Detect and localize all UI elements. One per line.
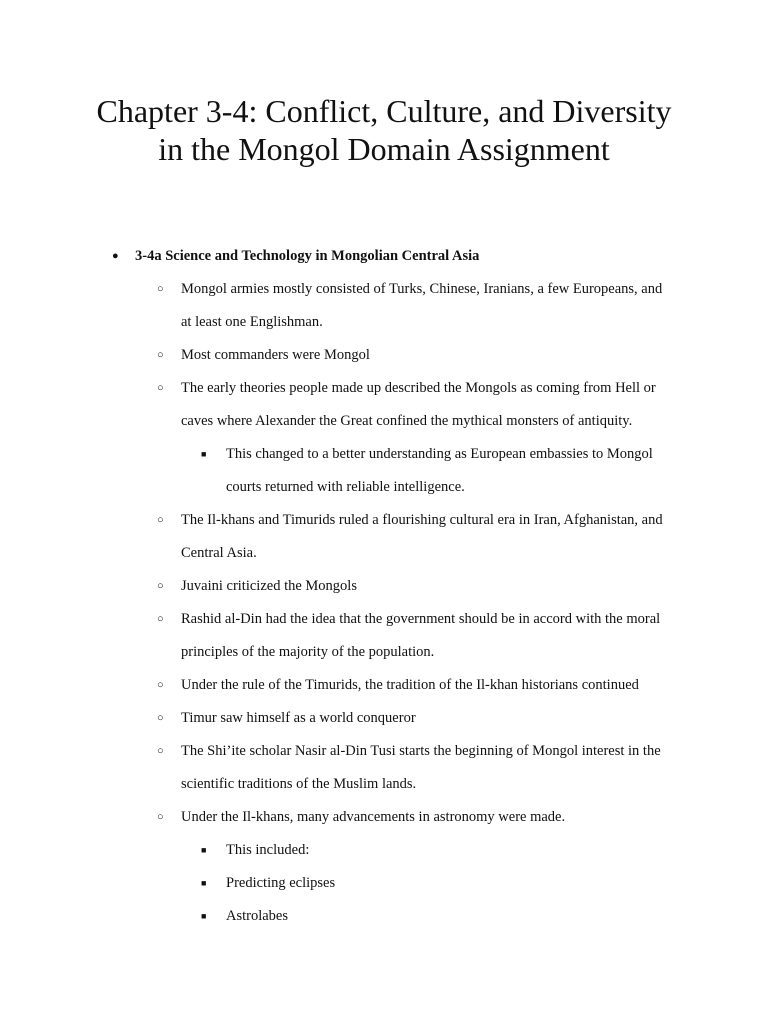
bullet-marker: ○ xyxy=(157,811,164,823)
list-item-text: This changed to a better understanding as European embassies to Mongol courts returned with reliable intelligence. xyxy=(226,446,653,495)
list-item xyxy=(0,603,676,669)
list-item xyxy=(0,273,676,339)
list-item xyxy=(0,735,676,801)
list-item xyxy=(0,669,676,702)
bullet-marker: ○ xyxy=(157,382,164,394)
list-item-text: Most commanders were Mongol xyxy=(181,347,370,363)
sub-list-item xyxy=(0,867,678,900)
bullet-marker: ■ xyxy=(201,878,207,888)
document-title: Chapter 3-4: Conflict, Culture, and Diversity in the Mongol Domain Assignment xyxy=(96,93,672,167)
list-item-text: Under the rule of the Timurids, the tradition of the Il-khan historians continued xyxy=(181,677,639,693)
list-item-text: Predicting eclipses xyxy=(226,875,336,891)
bullet-marker: ■ xyxy=(201,845,207,855)
bullet-marker: ■ xyxy=(201,449,207,459)
bullet-marker: ○ xyxy=(157,712,164,724)
list-item-text: Juvaini criticized the Mongols xyxy=(181,578,357,594)
list-item-text: The early theories people made up described the Mongols as coming from Hell or caves where Alexander the Great confined the mythical monsters of antiquity. xyxy=(181,380,656,429)
list-item xyxy=(0,372,676,438)
list-item-text: Rashid al-Din had the idea that the government should be in accord with the moral principles of the majority of the population. xyxy=(181,611,661,660)
list-item xyxy=(0,339,676,372)
list-item xyxy=(0,570,676,603)
sub-list-item xyxy=(0,834,678,867)
list-item xyxy=(0,504,676,570)
section-heading: 3-4a Science and Technology in Mongolian Central Asia xyxy=(135,248,480,264)
bullet-marker: ○ xyxy=(157,514,164,526)
bullet-marker: ○ xyxy=(157,283,164,295)
list-item xyxy=(0,801,676,834)
bullet-marker: ○ xyxy=(157,745,164,757)
bullet-marker: ■ xyxy=(201,911,207,921)
sub-list-item xyxy=(0,900,678,933)
list-item-text: The Shi’ite scholar Nasir al-Din Tusi starts the beginning of Mongol interest in the scientific traditions of the Muslim lands. xyxy=(181,743,661,792)
bullet-marker: ○ xyxy=(157,613,164,625)
bullet-marker: ○ xyxy=(157,349,164,361)
section-heading-item xyxy=(0,240,675,273)
list-item-text: This included: xyxy=(226,842,310,858)
list-item-text: Astrolabes xyxy=(226,908,289,924)
list-item-text: Under the Il-khans, many advancements in astronomy were made. xyxy=(181,809,566,825)
bullet-marker: ○ xyxy=(157,679,164,691)
bullet-marker: ○ xyxy=(157,580,164,592)
list-item-text: The Il-khans and Timurids ruled a flourishing cultural era in Iran, Afghanistan, and Central Asia. xyxy=(181,512,663,561)
list-item-text: Mongol armies mostly consisted of Turks, Chinese, Iranians, a few Europeans, and at least one Englishman. xyxy=(181,281,663,330)
sub-list-item xyxy=(0,438,678,504)
list-item-text: Timur saw himself as a world conqueror xyxy=(181,710,416,726)
list-item xyxy=(0,702,676,735)
document-body xyxy=(0,240,768,933)
bullet-marker: ● xyxy=(112,250,119,262)
